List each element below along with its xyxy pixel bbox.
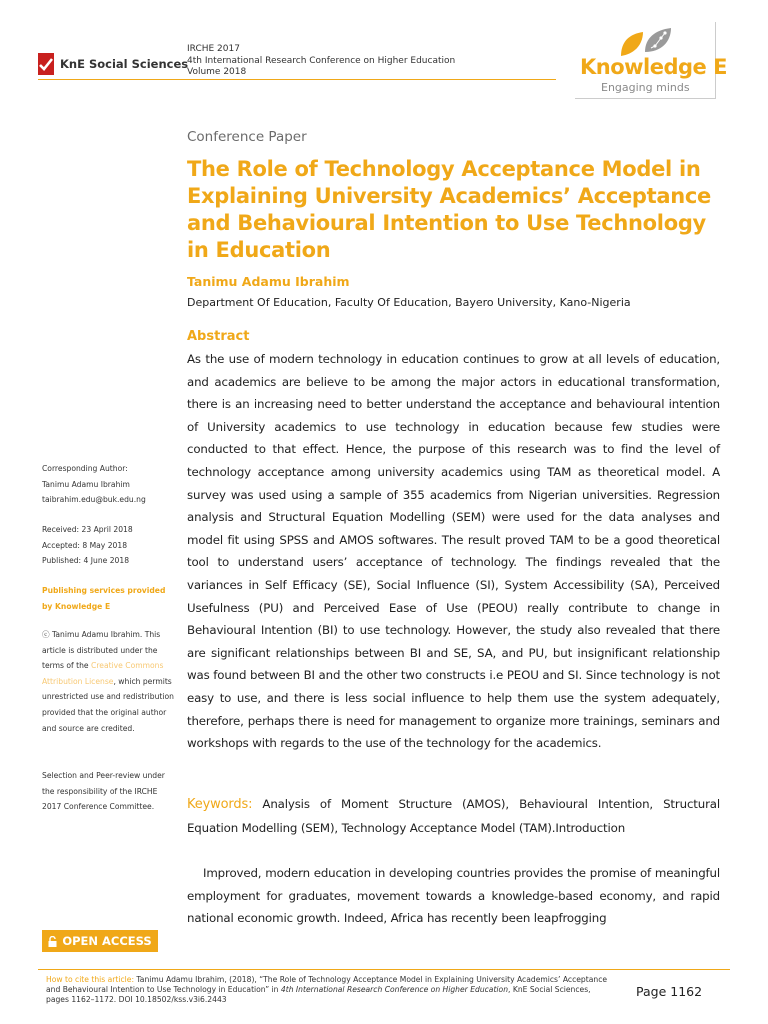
abstract-text: As the use of modern technology in education continues to grow at all levels of education, and academics are believe to be among the major actors in educational transformation, there is an increasing need to better understand the acceptance and behavioural intention of University academics to use technology in education because few studies were conducted to that effect. Hence, the purpose of this research was to find the level of technology acceptance among university academics using TAM as theoretical model. A survey was used using a sample of 355 academics from Nigerian universities. Regression analysis and Structural Equation Modelling (SEM) were used for the data analyses and model fit using SPSS and AMOS softwares. The result proved TAM to be a good theoretical tool to understand users’ acceptance of technology. The findings revealed that the variances in Self Efficacy (SE), Social Influence (SI), System Accessibility (SA), Perceived Usefulness (PU) and Perceived Ease of Use (PEOU) really contribute to change in Behavioural Intention (BI) to use technology. However, the study also revealed that there are significant relationships between BI and SE, SA, and PU, but insignificant relationship was found between BI and the other two constructs i.e PEOU and SI. Since technology is not easy to use, and there is less social influence to help them use the system adequately, therefore, perhaps there is need for management to organize more trainings, seminars and workshops with regards to the use of the technology for the academics. — [187, 352, 720, 751]
corresponding-label: Corresponding Author: — [42, 464, 128, 473]
brand-name: Knowledge E — [580, 55, 727, 79]
creative-commons-link[interactable]: Creative Commons Attribution License — [42, 661, 164, 686]
cite-text-2: , KnE Social Sciences, pages 1162–1172. DOI 10.18502/kss.v3i6.2443 — [46, 985, 591, 1004]
padlock-icon — [48, 936, 57, 947]
peer-review-note: Selection and Peer-review under the responsibility of the IRCHE 2017 Conference Committee. — [42, 771, 165, 812]
paper-title: The Role of Technology Acceptance Model in Explaining University Academics’ Acceptance and Behavioural Intention to Use Technology in Education — [187, 157, 711, 262]
publishing-services: Publishing services provided by Knowledge E — [42, 586, 166, 611]
header-divider — [38, 79, 556, 80]
cite-label: How to cite this article: — [46, 975, 135, 984]
conference-full: 4th International Research Conference on Higher Education — [187, 55, 456, 66]
conference-info — [187, 44, 455, 79]
open-access-badge[interactable] — [42, 930, 158, 952]
page-label: Page — [636, 984, 667, 999]
intro-paragraph: Improved, modern education in developing countries provides the promise of meaningful employment for graduates, movement towards a knowledge-based economy, and rapid national economic growth. Indeed, Africa has recently been leapfrogging — [187, 866, 720, 926]
received-date: Received: 23 April 2018 — [42, 525, 133, 534]
corresponding-name: Tanimu Adamu Ibrahim — [42, 479, 130, 489]
license-text-post: , which permits unrestricted use and redistribution provided that the original author and source are credited. — [42, 676, 174, 733]
kne-logo-icon — [38, 53, 54, 75]
abstract-heading: Abstract — [187, 329, 250, 344]
citation-block — [46, 975, 611, 1005]
open-access-label: OPEN ACCESS — [62, 934, 152, 948]
volume: Volume 2018 — [187, 67, 247, 77]
brand-tagline: Engaging minds — [601, 81, 690, 94]
accepted-date: Accepted: 8 May 2018 — [42, 540, 128, 550]
cite-conference: 4th International Research Conference on Higher Education — [280, 985, 509, 994]
paper-type: Conference Paper — [187, 129, 307, 145]
knowledge-e-logo — [570, 22, 727, 98]
published-date: Published: 4 June 2018 — [42, 556, 130, 566]
page-value: 1162 — [670, 984, 703, 999]
keywords-label: Keywords: — [187, 797, 253, 812]
keywords-block — [187, 793, 720, 839]
leaf-network-icon — [615, 26, 677, 58]
conference-short: IRCHE 2017 — [187, 44, 240, 54]
footer-divider — [38, 969, 730, 970]
corresponding-email[interactable]: taibrahim.edu@buk.edu.ng — [42, 495, 146, 505]
dates-block — [42, 522, 174, 569]
publisher-name: KnE Social Sciences — [60, 57, 189, 71]
corresponding-author-block — [42, 461, 174, 508]
author-name: Tanimu Adamu Ibrahim — [187, 274, 350, 289]
author-affiliation: Department Of Education, Faculty Of Education, Bayero University, Kano-Nigeria — [187, 296, 631, 309]
page-number — [636, 984, 702, 999]
cite-text-1: Tanimu Adamu Ibrahim, (2018), “The Role of Technology Acceptance Model in Explaining University Academics’ Acceptance and Behavioural Intention to Use Technology in Education” in — [46, 975, 608, 994]
keywords-text: Analysis of Moment Structure (AMOS), Behavioural Intention, Structural Equation Modelling (SEM), Technology Acceptance Model (TAM).Introduction — [187, 797, 720, 835]
license-text-pre: ⓒ Tanimu Adamu Ibrahim. This article is distributed under the terms of the — [42, 630, 161, 671]
license-block — [42, 627, 174, 736]
kne-social-sciences-logo — [38, 52, 189, 76]
